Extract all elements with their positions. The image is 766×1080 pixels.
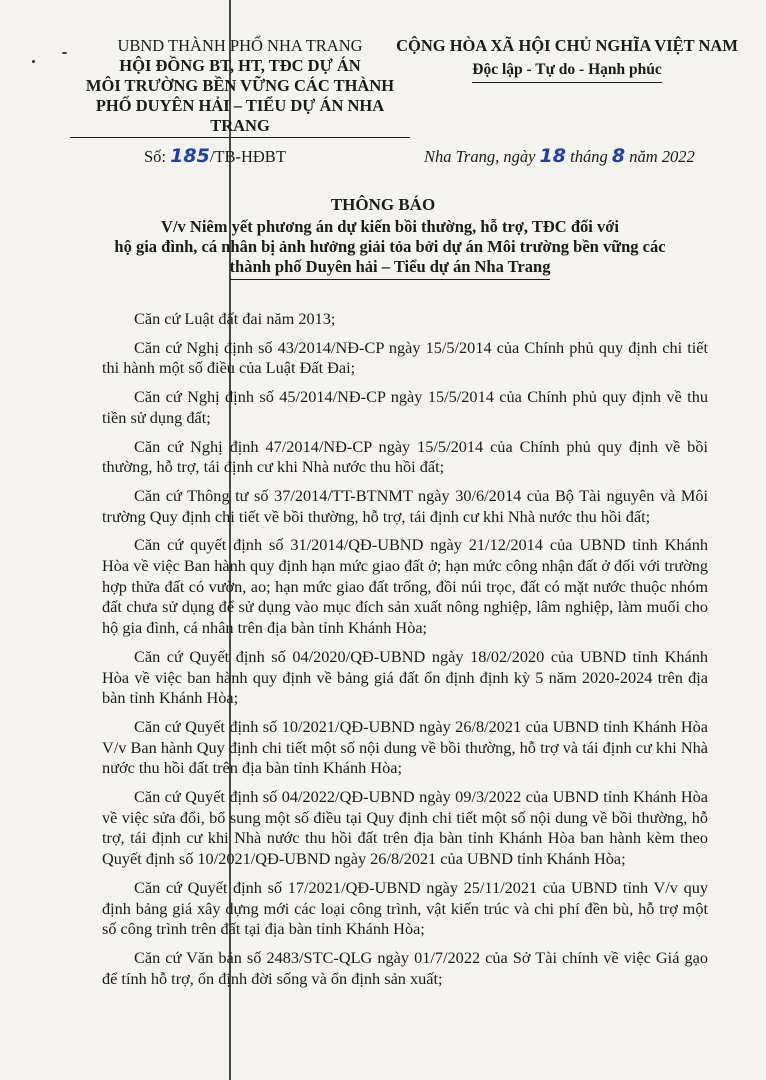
legal-basis-paragraph: Căn cứ Quyết định số 17/2021/QĐ-UBND ngày 25/11/2021 của UBND tỉnh V/v quy định bảng giá xây dựng mới các loại công trình, vật kiến trúc và chi phí đền bù, hỗ trợ một số công trình trên đất tại địa bàn tỉnh Khánh Hòa; (102, 877, 708, 939)
legal-basis-paragraph: Căn cứ Quyết định số 10/2021/QĐ-UBND ngày 26/8/2021 của UBND tỉnh Khánh Hòa V/v Ban hành Quy định chi tiết một số nội dung về bồi thường, hỗ trợ và tái định cư khi Nhà nước thu hồi đất trên địa bàn tỉnh Khánh Hòa; (102, 716, 708, 778)
issuing-authority (70, 36, 410, 138)
date-month-handwritten: 8 (611, 145, 626, 167)
date-place-prefix: Nha Trang, ngày (424, 147, 536, 166)
authority-line-1: UBND THÀNH PHỐ NHA TRANG (117, 36, 363, 55)
date-day-handwritten: 18 (539, 145, 566, 167)
legal-basis-paragraph: Căn cứ Nghị định số 45/2014/NĐ-CP ngày 15/5/2014 của Chính phủ quy định về thu tiền sử dụng đất; (102, 387, 708, 427)
date-year-label: năm 2022 (629, 147, 695, 166)
nation-name: CỘNG HÒA XÃ HỘI CHỦ NGHĨA VIỆT NAM (396, 36, 738, 55)
national-motto: Độc lập - Tự do - Hạnh phúc (472, 60, 661, 83)
subject-line-2: hộ gia đình, cá nhân bị ảnh hưởng giải tỏa bởi dự án Môi trường bền vững các (114, 237, 666, 256)
authority-line-2: HỘI ĐỒNG BT, HT, TĐC DỰ ÁN (119, 56, 361, 75)
legal-basis-paragraph: Căn cứ quyết định số 31/2014/QĐ-UBND ngày 21/12/2014 của UBND tỉnh Khánh Hòa về việc Ban hành quy định hạn mức giao đất ở; hạn mức công nhận đất ở đối với trường hợp thửa đất có vườn, ao; hạn mức giao đất trống, đồi núi trọc, đất có mặt nước thuộc nhóm đất chưa sử dụng để sử dụng vào mục đích sản xuất nông nghiệp, lâm nghiệp, làm muối cho hộ gia đình, cá nhân trên địa bàn tỉnh Khánh Hòa; (102, 535, 708, 638)
doc-number-prefix: Số: (144, 147, 167, 166)
subject-line-3: thành phố Duyên hải – Tiểu dự án Nha Trang (230, 257, 551, 280)
document-subject (90, 217, 690, 280)
legal-basis-paragraph: Căn cứ Quyết định số 04/2022/QĐ-UBND ngày 09/3/2022 của UBND tỉnh Khánh Hòa về việc sửa đổi, bổ sung một số điều tại Quy định chi tiết một số nội dung về bồi thường, hỗ trợ, tái định cư khi Nhà nước thu hồi đất trên địa bàn tỉnh Khánh Hòa ban hành kèm theo Quyết định số 10/2021/QĐ-UBND ngày 26/8/2021 của UBND tỉnh Khánh Hòa; (102, 787, 708, 869)
doc-number-handwritten: 185 (170, 145, 210, 167)
authority-line-4: PHỐ DUYÊN HẢI – TIỂU DỰ ÁN NHA TRANG (70, 96, 410, 138)
scan-speck (32, 60, 35, 63)
issue-date (424, 145, 695, 167)
legal-basis-paragraph: Căn cứ Nghị định số 43/2014/NĐ-CP ngày 15/5/2014 của Chính phủ quy định chi tiết thi hành một số điều của Luật Đất Đai; (102, 337, 708, 378)
legal-basis-paragraph: Căn cứ Thông tư số 37/2014/TT-BTNMT ngày 30/6/2014 của Bộ Tài nguyên và Môi trường Quy định chi tiết về bồi thường, hỗ trợ, tái định cư khi Nhà nước thu hồi đất; (102, 485, 708, 526)
document-number (144, 145, 286, 167)
national-heading (392, 36, 742, 83)
scan-speck (62, 52, 67, 54)
document-title: THÔNG BÁO (330, 195, 436, 214)
doc-number-suffix: /TB-HĐBT (209, 147, 286, 166)
legal-basis-body (102, 309, 708, 997)
date-month-label: tháng (570, 147, 608, 166)
subject-line-1: V/v Niêm yết phương án dự kiến bồi thường, hỗ trợ, TĐC đối với (161, 217, 619, 236)
legal-basis-paragraph: Căn cứ Văn bản số 2483/STC-QLG ngày 01/7/2022 của Sở Tài chính về việc Giá gạo để tính hỗ trợ, ổn định đời sống và ổn định sản xuất; (102, 947, 708, 988)
legal-basis-paragraph: Căn cứ Quyết định số 04/2020/QĐ-UBND ngày 18/02/2020 của UBND tỉnh Khánh Hòa về việc ban hành quy định về bảng giá đất ổn định định kỳ 5 năm 2020-2024 trên địa bàn tỉnh Khánh Hòa; (102, 646, 708, 708)
legal-basis-paragraph: Căn cứ Nghị định 47/2014/NĐ-CP ngày 15/5/2014 của Chính phủ quy định về bồi thường, hỗ trợ, tái định cư khi Nhà nước thu hồi đất; (102, 436, 708, 477)
authority-line-3: MÔI TRƯỜNG BỀN VỮNG CÁC THÀNH (85, 76, 395, 95)
legal-basis-paragraph: Căn cứ Luật đất đai năm 2013; (134, 309, 336, 328)
